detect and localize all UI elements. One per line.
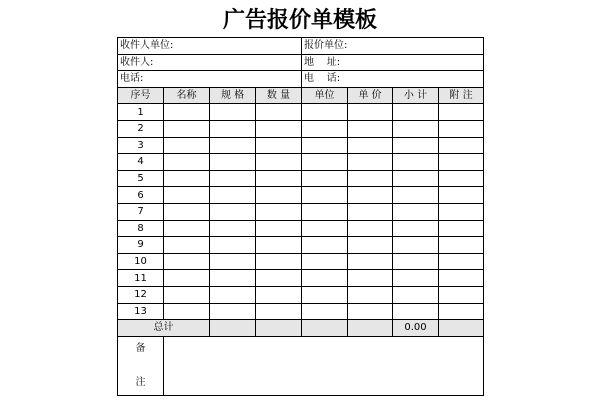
quantity-cell[interactable] <box>256 187 302 204</box>
quantity-cell[interactable] <box>256 137 302 154</box>
spec-cell[interactable] <box>210 187 256 204</box>
total-quantity-cell[interactable] <box>256 320 302 337</box>
name-cell[interactable] <box>164 237 210 254</box>
table-row <box>118 203 484 220</box>
note-cell[interactable] <box>439 170 484 187</box>
row-index: 1 <box>118 104 164 121</box>
name-cell[interactable] <box>164 203 210 220</box>
table-row <box>118 237 484 254</box>
quantity-cell[interactable] <box>256 253 302 270</box>
unit-cell[interactable] <box>302 104 348 121</box>
unit-cell[interactable] <box>302 120 348 137</box>
quantity-cell[interactable] <box>256 303 302 320</box>
spec-cell[interactable] <box>210 253 256 270</box>
unit-cell[interactable] <box>302 303 348 320</box>
name-cell[interactable] <box>164 187 210 204</box>
quantity-cell[interactable] <box>256 154 302 171</box>
unit-price-cell[interactable] <box>348 270 393 287</box>
unit-cell[interactable] <box>302 203 348 220</box>
name-cell[interactable] <box>164 104 210 121</box>
subtotal-cell[interactable] <box>393 137 439 154</box>
address-cell[interactable] <box>302 54 484 71</box>
remark-char-1: 备 <box>135 342 146 354</box>
note-cell[interactable] <box>439 104 484 121</box>
info-row-phone <box>118 71 484 88</box>
quantity-cell[interactable] <box>256 237 302 254</box>
name-cell[interactable] <box>164 303 210 320</box>
col-header-note: 附 注 <box>439 87 484 104</box>
subtotal-cell[interactable] <box>393 237 439 254</box>
quoting-unit-cell[interactable] <box>302 38 484 55</box>
note-cell[interactable] <box>439 303 484 320</box>
note-cell[interactable] <box>439 270 484 287</box>
info-row-recipient <box>118 54 484 71</box>
subtotal-cell[interactable] <box>393 104 439 121</box>
row-index: 9 <box>118 237 164 254</box>
unit-cell[interactable] <box>302 270 348 287</box>
unit-price-cell[interactable] <box>348 253 393 270</box>
note-cell[interactable] <box>439 120 484 137</box>
remark-row <box>118 336 484 395</box>
note-cell[interactable] <box>439 154 484 171</box>
spec-cell[interactable] <box>210 170 256 187</box>
total-row <box>118 320 484 337</box>
spec-cell[interactable] <box>210 104 256 121</box>
col-header-unit: 单位 <box>302 87 348 104</box>
unit-cell[interactable] <box>302 170 348 187</box>
subtotal-cell[interactable] <box>393 170 439 187</box>
col-header-subtotal: 小 计 <box>393 87 439 104</box>
subtotal-cell[interactable] <box>393 303 439 320</box>
col-header-unit-price: 单 价 <box>348 87 393 104</box>
row-index: 7 <box>118 203 164 220</box>
unit-price-cell[interactable] <box>348 187 393 204</box>
spec-cell[interactable] <box>210 237 256 254</box>
unit-cell[interactable] <box>302 154 348 171</box>
quantity-cell[interactable] <box>256 170 302 187</box>
note-cell[interactable] <box>439 220 484 237</box>
subtotal-cell[interactable] <box>393 220 439 237</box>
col-header-name: 名称 <box>164 87 210 104</box>
name-cell[interactable] <box>164 154 210 171</box>
spec-cell[interactable] <box>210 203 256 220</box>
spec-cell[interactable] <box>210 303 256 320</box>
col-header-quantity: 数 量 <box>256 87 302 104</box>
table-row <box>118 120 484 137</box>
table-row <box>118 270 484 287</box>
remark-content-cell[interactable] <box>164 336 484 395</box>
total-note-cell[interactable] <box>439 320 484 337</box>
note-cell[interactable] <box>439 253 484 270</box>
recipient-unit-label: 收件人单位: <box>120 40 174 52</box>
table-row <box>118 104 484 121</box>
subtotal-cell[interactable] <box>393 270 439 287</box>
quantity-cell[interactable] <box>256 104 302 121</box>
unit-price-cell[interactable] <box>348 203 393 220</box>
subtotal-cell[interactable] <box>393 203 439 220</box>
row-index: 6 <box>118 187 164 204</box>
spec-cell[interactable] <box>210 154 256 171</box>
subtotal-cell[interactable] <box>393 253 439 270</box>
table-header-row <box>118 87 484 104</box>
row-index: 3 <box>118 137 164 154</box>
subtotal-cell[interactable] <box>393 154 439 171</box>
table-row <box>118 303 484 320</box>
total-subtotal-value: 0.00 <box>393 320 439 337</box>
recipient-label: 收件人: <box>120 56 154 68</box>
name-cell[interactable] <box>164 137 210 154</box>
spec-cell[interactable] <box>210 120 256 137</box>
quotation-table <box>117 37 484 396</box>
info-row-unit <box>118 38 484 55</box>
quotation-sheet <box>117 5 483 396</box>
remark-label <box>118 336 164 395</box>
quoting-unit-label: 报价单位: <box>304 40 348 52</box>
recipient-unit-cell[interactable] <box>118 38 302 55</box>
total-spec-cell[interactable] <box>210 320 256 337</box>
spec-cell[interactable] <box>210 286 256 303</box>
quantity-cell[interactable] <box>256 120 302 137</box>
subtotal-cell[interactable] <box>393 187 439 204</box>
unit-price-cell[interactable] <box>348 237 393 254</box>
subtotal-cell[interactable] <box>393 120 439 137</box>
unit-price-cell[interactable] <box>348 303 393 320</box>
quantity-cell[interactable] <box>256 203 302 220</box>
unit-price-cell[interactable] <box>348 104 393 121</box>
unit-price-cell[interactable] <box>348 154 393 171</box>
row-index: 13 <box>118 303 164 320</box>
row-index: 4 <box>118 154 164 171</box>
table-row <box>118 253 484 270</box>
note-cell[interactable] <box>439 237 484 254</box>
table-body <box>118 104 484 320</box>
unit-cell[interactable] <box>302 237 348 254</box>
name-cell[interactable] <box>164 120 210 137</box>
remark-char-2: 注 <box>135 376 146 388</box>
row-index: 12 <box>118 286 164 303</box>
unit-cell[interactable] <box>302 253 348 270</box>
phone-cell[interactable] <box>118 71 302 88</box>
quantity-cell[interactable] <box>256 220 302 237</box>
unit-price-cell[interactable] <box>348 120 393 137</box>
row-index: 5 <box>118 170 164 187</box>
total-unit-price-cell[interactable] <box>348 320 393 337</box>
table-row <box>118 286 484 303</box>
unit-price-cell[interactable] <box>348 286 393 303</box>
unit-price-cell[interactable] <box>348 220 393 237</box>
name-cell[interactable] <box>164 270 210 287</box>
unit-cell[interactable] <box>302 137 348 154</box>
table-row <box>118 187 484 204</box>
table-row <box>118 170 484 187</box>
phone2-cell[interactable] <box>302 71 484 88</box>
name-cell[interactable] <box>164 170 210 187</box>
unit-cell[interactable] <box>302 286 348 303</box>
table-row <box>118 154 484 171</box>
note-cell[interactable] <box>439 137 484 154</box>
address-label: 地 址: <box>304 56 341 68</box>
total-unit-cell[interactable] <box>302 320 348 337</box>
col-header-index: 序号 <box>118 87 164 104</box>
row-index: 10 <box>118 253 164 270</box>
unit-cell[interactable] <box>302 220 348 237</box>
unit-price-cell[interactable] <box>348 137 393 154</box>
name-cell[interactable] <box>164 286 210 303</box>
subtotal-cell[interactable] <box>393 286 439 303</box>
page-title: 广告报价单模板 <box>222 8 377 33</box>
note-cell[interactable] <box>439 187 484 204</box>
spec-cell[interactable] <box>210 137 256 154</box>
phone2-label: 电 话: <box>304 73 341 85</box>
table-row <box>118 220 484 237</box>
note-cell[interactable] <box>439 286 484 303</box>
phone-label: 电话: <box>120 73 144 85</box>
name-cell[interactable] <box>164 220 210 237</box>
spec-cell[interactable] <box>210 220 256 237</box>
row-index: 11 <box>118 270 164 287</box>
recipient-cell[interactable] <box>118 54 302 71</box>
quantity-cell[interactable] <box>256 270 302 287</box>
table-row <box>118 137 484 154</box>
unit-cell[interactable] <box>302 187 348 204</box>
spec-cell[interactable] <box>210 270 256 287</box>
name-cell[interactable] <box>164 253 210 270</box>
row-index: 2 <box>118 120 164 137</box>
note-cell[interactable] <box>439 203 484 220</box>
unit-price-cell[interactable] <box>348 170 393 187</box>
total-label: 总计 <box>118 320 210 337</box>
col-header-spec: 规 格 <box>210 87 256 104</box>
row-index: 8 <box>118 220 164 237</box>
quantity-cell[interactable] <box>256 286 302 303</box>
